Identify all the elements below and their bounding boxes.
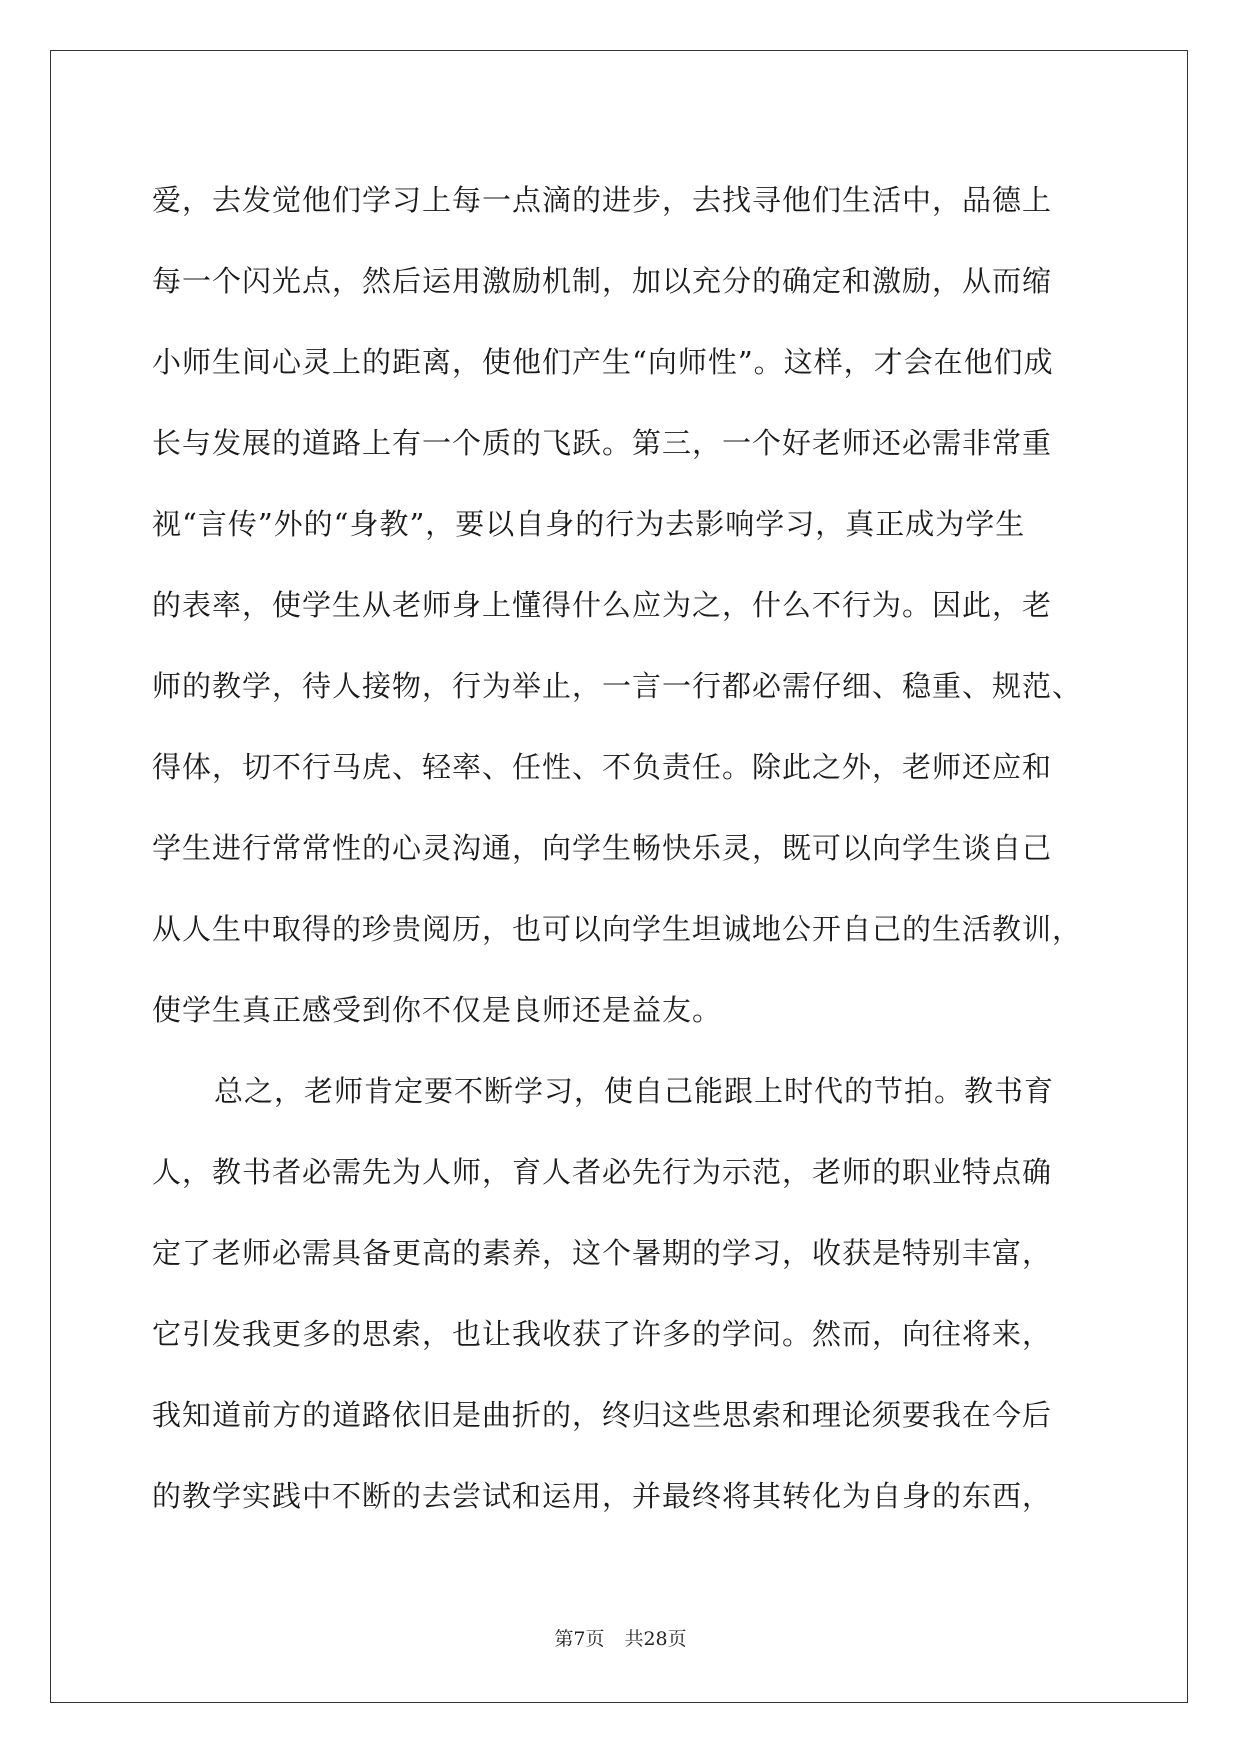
text-line: 它引发我更多的思索，也让我收获了许多的学问。然而，向往将来， <box>152 1317 1053 1351</box>
text-line: 人，教书者必需先为人师，育人者必先行为示范，老师的职业特点确 <box>152 1155 1053 1189</box>
page-number: 第7页 <box>554 1628 605 1650</box>
text-line: 小师生间心灵上的距离，使他们产生“向师性”。这样，才会在他们成 <box>152 345 1054 379</box>
text-line: 长与发展的道路上有一个质的飞跃。第三，一个好老师还必需非常重 <box>152 426 1053 460</box>
text-line: 的表率，使学生从老师身上懂得什么应为之，什么不行为。因此，老 <box>152 588 1053 622</box>
text-line: 学生进行常常性的心灵沟通，向学生畅快乐灵，既可以向学生谈自己 <box>152 831 1053 865</box>
text-line: 使学生真正感受到你不仅是良师还是益友。 <box>152 993 723 1027</box>
text-line: 从人生中取得的珍贵阅历，也可以向学生坦诚地公开自己的生活教训， <box>152 912 1083 946</box>
text-line: 的教学实践中不断的去尝试和运用，并最终将其转化为自身的东西， <box>152 1479 1053 1513</box>
body-text <box>152 160 1088 1537</box>
text-line: 得体，切不行马虎、轻率、任性、不负责任。除此之外，老师还应和 <box>152 750 1053 784</box>
page-total: 共28页 <box>624 1628 687 1650</box>
page-footer <box>0 1627 1241 1651</box>
text-line: 每一个闪光点，然后运用激励机制，加以充分的确定和激励，从而缩 <box>152 264 1053 298</box>
text-line: 爱，去发觉他们学习上每一点滴的进步，去找寻他们生活中，品德上 <box>152 183 1053 217</box>
text-line: 视“言传”外的“身教”，要以自身的行为去影响学习，真正成为学生 <box>152 507 1026 541</box>
text-line: 我知道前方的道路依旧是曲折的，终归这些思索和理论须要我在今后 <box>152 1398 1053 1432</box>
text-line: 师的教学，待人接物，行为举止，一言一行都必需仔细、稳重、规范、 <box>152 669 1083 703</box>
paragraph-start-line: 总之，老师肯定要不断学习，使自己能跟上时代的节拍。教书育 <box>214 1074 1055 1108</box>
text-line: 定了老师必需具备更高的素养，这个暑期的学习，收获是特别丰富， <box>152 1236 1053 1270</box>
